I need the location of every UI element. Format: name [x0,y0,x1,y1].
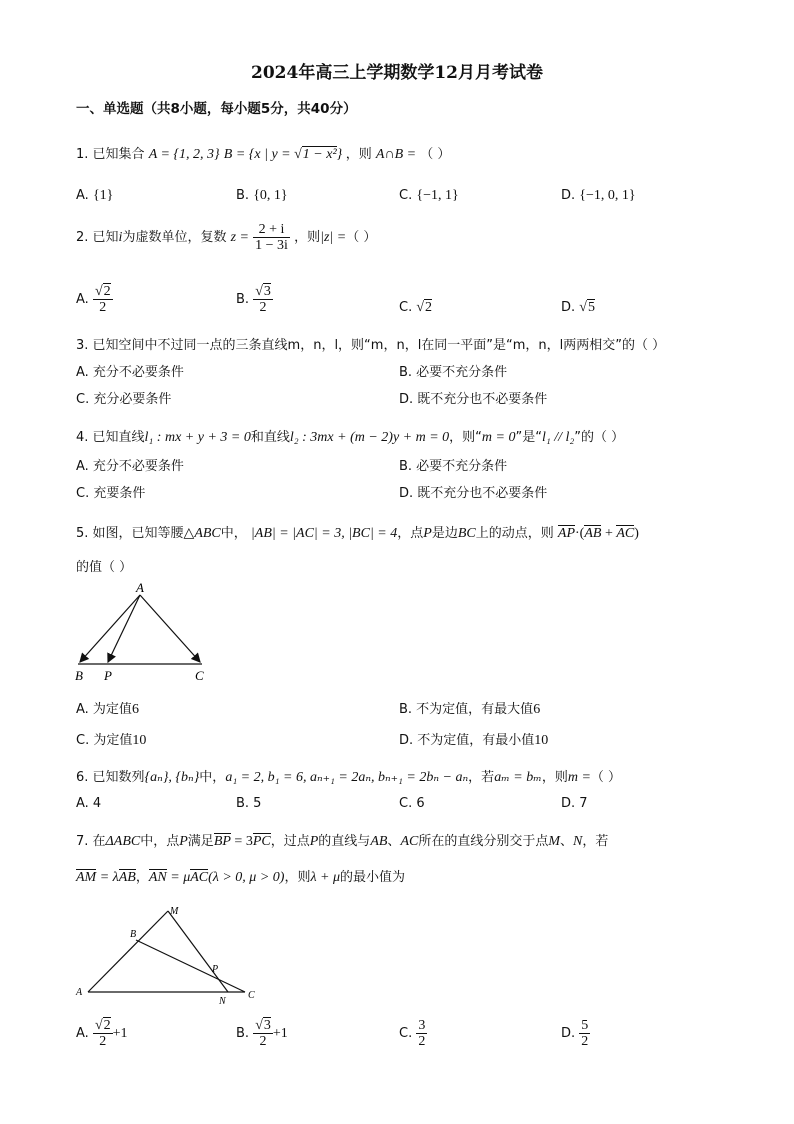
q4-option-b: B. 必要不充分条件 [399,459,508,474]
q1-paren: （ ） [420,147,451,162]
q1-option-c: C. {−1, 1} [399,188,459,203]
question-5-line2: 的值（ ） [76,560,133,575]
question-5: 5. 如图，已知等腰△ABC中， |AB| = |AC| = 3, |BC| = 4，点P是边BC上的动点，则 AP·(AB + AC) [76,526,639,541]
q2-option-d: D. √5 [561,300,595,315]
q7-side-bc [136,940,245,992]
page-title: 2024年高三上学期数学12月月考试卷 [251,63,543,83]
q7-label-c: C [248,990,255,1001]
q5-side-ac [140,595,200,662]
q5-label-b: B [75,668,83,683]
q4-option-a: A. 充分不必要条件 [76,459,184,474]
q7-label-p: P [212,964,219,975]
q1-expr: A∩B = [375,147,417,162]
q6-option-b: B. 5 [236,796,262,811]
q7-label-m: M [170,906,179,917]
q1-option-b: B. {0, 1} [236,188,288,203]
question-4: 4. 已知直线l₁ : mx + y + 3 = 0和直线l₂ : 3mx + (m − 2)y + m = 0，则“m = 0”是“l₁ // l₂”的（ ） [76,430,625,445]
question-7-line2: AM = λAB，AN = μAC(λ > 0, μ > 0)，则λ + μ的最小值为 [76,870,406,885]
q5-option-c: C. 为定值10 [76,733,147,748]
section-heading: 一、单选题（共8小题，每小题5分，共40分） [76,101,357,117]
q2-option-a: A. $\frac{√2}{2}$ [76,284,111,315]
q7-option-b: B. $\frac{√3}{2}$ +1 [236,1018,288,1049]
q2-option-c: C. √2 [399,300,433,315]
q4-option-d: D. 既不充分也不必要条件 [399,486,548,501]
q3-option-c: C. 充分必要条件 [76,392,172,407]
q1-tail: ，则 [345,147,372,162]
q2-fraction: $\frac{2 + i}{1 - 3i}$ [255,222,288,253]
q7-side-am [88,911,168,992]
q7-label-n: N [219,996,226,1007]
q5-figure [70,580,220,685]
q5-option-b: B. 不为定值，有最大值6 [399,702,541,717]
q6-option-c: C. 6 [399,796,425,811]
q7-option-d: D. $\frac{5}{2}$ [561,1018,589,1049]
q1-option-a: A. {1} [76,188,114,203]
q7-option-c: C. $\frac{3}{2}$ [399,1018,426,1049]
q7-figure [70,900,270,1010]
q5-label-c: C [195,668,204,683]
q5-segment-ap [108,595,140,662]
q1-set-a: A = {1, 2, 3} [148,147,220,162]
q5-option-a: A. 为定值6 [76,702,139,717]
q6-option-d: D. 7 [561,796,588,811]
q1-set-b: B = {x | y = √1 − x²} [223,147,343,162]
q1-prefix: 1. 已知集合 [76,147,145,162]
q1-option-d: D. {−1, 0, 1} [561,188,636,203]
question-6: 6. 已知数列{aₙ}, {bₙ}中，a₁ = 2, b₁ = 6, aₙ₊₁ = 2aₙ, bₙ₊₁ = 2bₙ − aₙ，若aₘ = bₘ，则m =（ ） [76,770,622,785]
q6-option-a: A. 4 [76,796,102,811]
question-2: 2. 已知i为虚数单位，复数 z = $\frac{2 + i}{1 - 3i}$ ，则|z| =（ ） [76,222,377,253]
q5-label-a: A [136,580,144,595]
q3-option-d: D. 既不充分也不必要条件 [399,392,548,407]
q5-label-p: P [104,668,112,683]
question-1 [76,143,450,163]
q7-label-a: A [76,987,83,998]
q3-option-b: B. 必要不充分条件 [399,365,508,380]
question-7: 7. 在ΔABC中，点P满足BP = 3PC，过点P的直线与AB、AC所在的直线分别交于点M、N，若 [76,834,609,849]
q7-label-b: B [130,929,137,940]
q2-option-b: B. $\frac{√3}{2}$ [236,284,271,315]
q5-side-ab [80,595,140,662]
q7-line-mn [168,911,228,992]
question-3: 3. 已知空间中不过同一点的三条直线m，n，l，则“m，n，l在同一平面”是“m，n，l两两相交”的（ ） [76,338,666,353]
q3-option-a: A. 充分不必要条件 [76,365,184,380]
q4-option-c: C. 充要条件 [76,486,146,501]
q5-option-d: D. 不为定值，有最小值10 [399,733,549,748]
q7-option-a: A. $\frac{√2}{2}$ +1 [76,1018,128,1049]
